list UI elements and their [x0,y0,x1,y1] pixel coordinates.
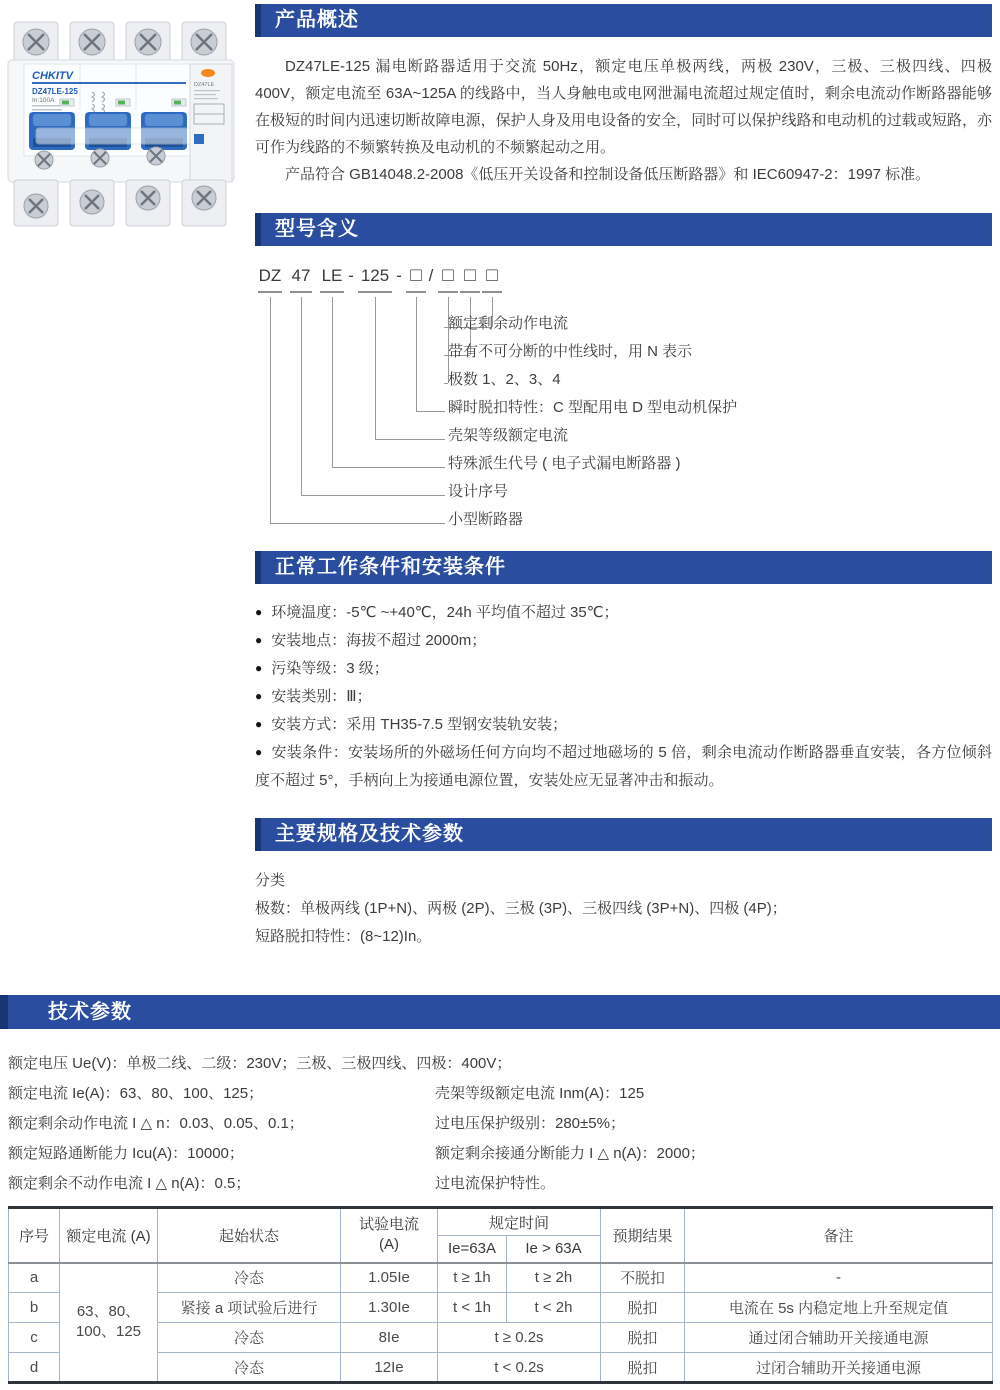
row-state: 冷态 [158,1353,341,1383]
row-id: a [9,1263,60,1293]
model-label-poles: 极数 1、2、3、4 [448,371,561,388]
rated-current-line: 63、80、 [76,1303,141,1321]
section-header-model [255,213,992,246]
tech-right-column [435,1079,992,1199]
model-label-trip-characteristic: 瞬时脱扣特性：C 型配用电 D 型电动机保护 [448,399,738,416]
row-test: 12Ie [341,1353,438,1383]
module-label-text: DZ47LE [194,82,215,88]
tech-params-text [8,1049,992,1199]
tech-left-column [8,1079,435,1199]
row-test: 8Ie [341,1323,438,1353]
section-title: 产品概述 [275,9,359,31]
specs-line: 短路脱扣特性：(8~12)In。 [255,928,432,945]
model-code-diagram [258,264,992,540]
tech-line: 额定剩余不动作电流 I △ n(A)：0.5； [8,1175,251,1192]
row-state: 冷态 [158,1323,341,1353]
col-header-note: 备注 [685,1208,993,1263]
row-time: t < 0.2s [438,1353,601,1383]
section-header-tech-params [0,995,1000,1029]
row-result: 脱扣 [601,1353,685,1383]
model-separator: / [428,266,434,285]
test-parameters-table [8,1206,993,1384]
tech-line: 额定剩余动作电流 I △ n：0.03、0.05、0.1； [8,1115,304,1132]
bullet-icon: ● [255,633,263,647]
breaker-top-terminals [14,22,226,66]
row-result: 脱扣 [601,1323,685,1353]
row-time-gt63: t ≥ 2h [507,1263,601,1293]
breaker-image [0,0,245,232]
placeholder-box-icon: □ [482,264,502,293]
table-row [9,1263,993,1293]
condition-text: 安装条件：安装场所的外磁场任何方向均不超过地磁场的 5 倍，剩余电流动作断路器垂直安装，各方位倾斜度不超过 5°，手柄向上为接通电源位置，安装处应无显著冲击和振动。 [255,744,992,789]
condition-text: 环境温度：-5℃ ~+40℃，24h 平均值不超过 35℃； [271,604,619,621]
section-title: 正常工作条件和安装条件 [275,556,506,578]
model-separator: - [396,266,402,285]
specs-text [255,867,992,951]
rated-current-cell [60,1263,158,1383]
section-header-conditions [255,551,992,584]
list-item [255,627,992,655]
tech-line-voltage: 额定电压 Ue(V)：单极二线、二级：230V；三极、三极四线、四极：400V； [8,1055,512,1072]
row-time-le63: t ≥ 1h [438,1263,507,1293]
conditions-list [255,599,992,794]
col-header-time: 规定时间 [438,1208,601,1236]
test-button [201,69,215,77]
specs-line: 极数：单极两线 (1P+N)、两极 (2P)、三极 (3P)、三极四线 (3P+N)、四极 (4P)； [255,900,787,917]
row-time: t ≥ 0.2s [438,1323,601,1353]
breaker-rating-text: In:100A [32,97,55,104]
list-item [255,655,992,683]
tech-line: 壳架等级额定电流 Inm(A)：125 [435,1085,645,1102]
section-title: 型号含义 [275,218,359,240]
row-result: 不脱扣 [601,1263,685,1293]
model-token-47: 47 [290,264,312,293]
row-time-gt63: t < 2h [507,1293,601,1323]
col-header-current: 额定电流 (A) [60,1208,158,1263]
model-label-derived-code: 特殊派生代号 ( 电子式漏电断路器 ) [448,455,681,472]
col-header-time-le63: Ie=63A [438,1236,507,1263]
breaker-bottom-terminals [14,180,226,226]
list-item [255,739,992,794]
overview-text [255,53,992,188]
row-test: 1.05Ie [341,1263,438,1293]
row-time-le63: t < 1h [438,1293,507,1323]
breaker-brand-text: CHKITV [32,70,73,82]
model-label-residual-current: 额定剩余动作电流 [448,315,569,332]
col-header-test-current [341,1208,438,1263]
product-photo [0,0,245,232]
placeholder-box-icon: □ [460,264,480,293]
overview-paragraph-1: DZ47LE-125 漏电断路器适用于交流 50Hz，额定电压单极两线，两极 230V，三极、三极四线、四极 400V，额定电流至 63A~125A 的线路中，当人身触电或电网泄漏电流超过规定值时，剩余电流动作断路器能够在极短的时间内迅速切断故障电源，保护人身及用电设备的安全，同时可以保护线路和电动机的过载或短路，亦可作为线路的不频繁转换及电动机的不频繁起动之用。 [255,58,992,156]
bullet-icon: ● [255,605,263,619]
condition-text: 安装地点：海拔不超过 2000m； [271,632,487,649]
model-label-frame-current: 壳架等级额定电流 [448,427,569,444]
row-id: c [9,1323,60,1353]
list-item [255,599,992,627]
row-note: 电流在 5s 内稳定地上升至规定值 [685,1293,993,1323]
condition-text: 安装方式：采用 TH35-7.5 型钢安装轨安装； [271,716,568,733]
tech-line: 过电流保护特性。 [435,1175,556,1192]
toggle-handles [29,112,196,150]
section-title: 主要规格及技术参数 [275,823,464,845]
row-state: 紧接 a 项试验后进行 [158,1293,341,1323]
list-item [255,683,992,711]
placeholder-box-icon: □ [406,264,426,293]
overview-paragraph-2: 产品符合 GB14048.2-2008《低压开关设备和控制设备低压断路器》和 IEC60947-2：1997 标准。 [285,166,931,183]
bullet-icon: ● [255,745,263,759]
row-state: 冷态 [158,1263,341,1293]
tech-line: 额定短路通断能力 Icu(A)：10000； [8,1145,244,1162]
rcd-module [190,64,232,182]
row-note: - [685,1263,993,1293]
test-current-label: 试验电流 [358,1216,419,1234]
condition-text: 污染等级：3 级； [271,660,389,677]
breaker-model-text: DZ47LE-125 [32,87,78,96]
model-label-mcb: 小型断路器 [448,511,524,528]
section-title: 技术参数 [48,1001,132,1023]
tech-line: 额定电流 Ie(A)：63、80、100、125； [8,1085,264,1102]
col-header-state: 起始状态 [158,1208,341,1263]
tech-line: 额定剩余接通分断能力 I △ n(A)：2000； [435,1145,705,1162]
bullet-icon: ● [255,661,263,675]
model-token-le: LE [320,264,344,293]
row-result: 脱扣 [601,1293,685,1323]
model-separator: - [348,266,354,285]
section-header-specs [255,818,992,851]
row-test: 1.30Ie [341,1293,438,1323]
model-token-dz: DZ [258,264,282,293]
bullet-icon: ● [255,717,263,731]
row-note: 过闭合辅助开关接通电源 [685,1353,993,1383]
col-header-time-gt63: Ie > 63A [507,1236,601,1263]
row-note: 通过闭合辅助开关接通电源 [685,1323,993,1353]
rated-current-line: 100、125 [75,1323,142,1341]
model-label-design-serial: 设计序号 [448,483,509,500]
section-header-overview [255,4,992,37]
list-item [255,711,992,739]
col-header-result: 预期结果 [601,1208,685,1263]
placeholder-box-icon: □ [438,264,458,293]
bullet-icon: ● [255,689,263,703]
model-token-125: 125 [358,264,392,293]
test-current-unit: (A) [379,1236,399,1254]
tech-line: 过电压保护级别：280±5%； [435,1115,625,1132]
col-header-seq: 序号 [9,1208,60,1263]
row-id: b [9,1293,60,1323]
module-indicator [194,134,204,144]
specs-line: 分类 [255,872,286,889]
row-id: d [9,1353,60,1383]
condition-text: 安装类别：Ⅲ； [271,688,372,705]
model-label-neutral-line: 带有不可分断的中性线时，用 N 表示 [448,343,693,360]
